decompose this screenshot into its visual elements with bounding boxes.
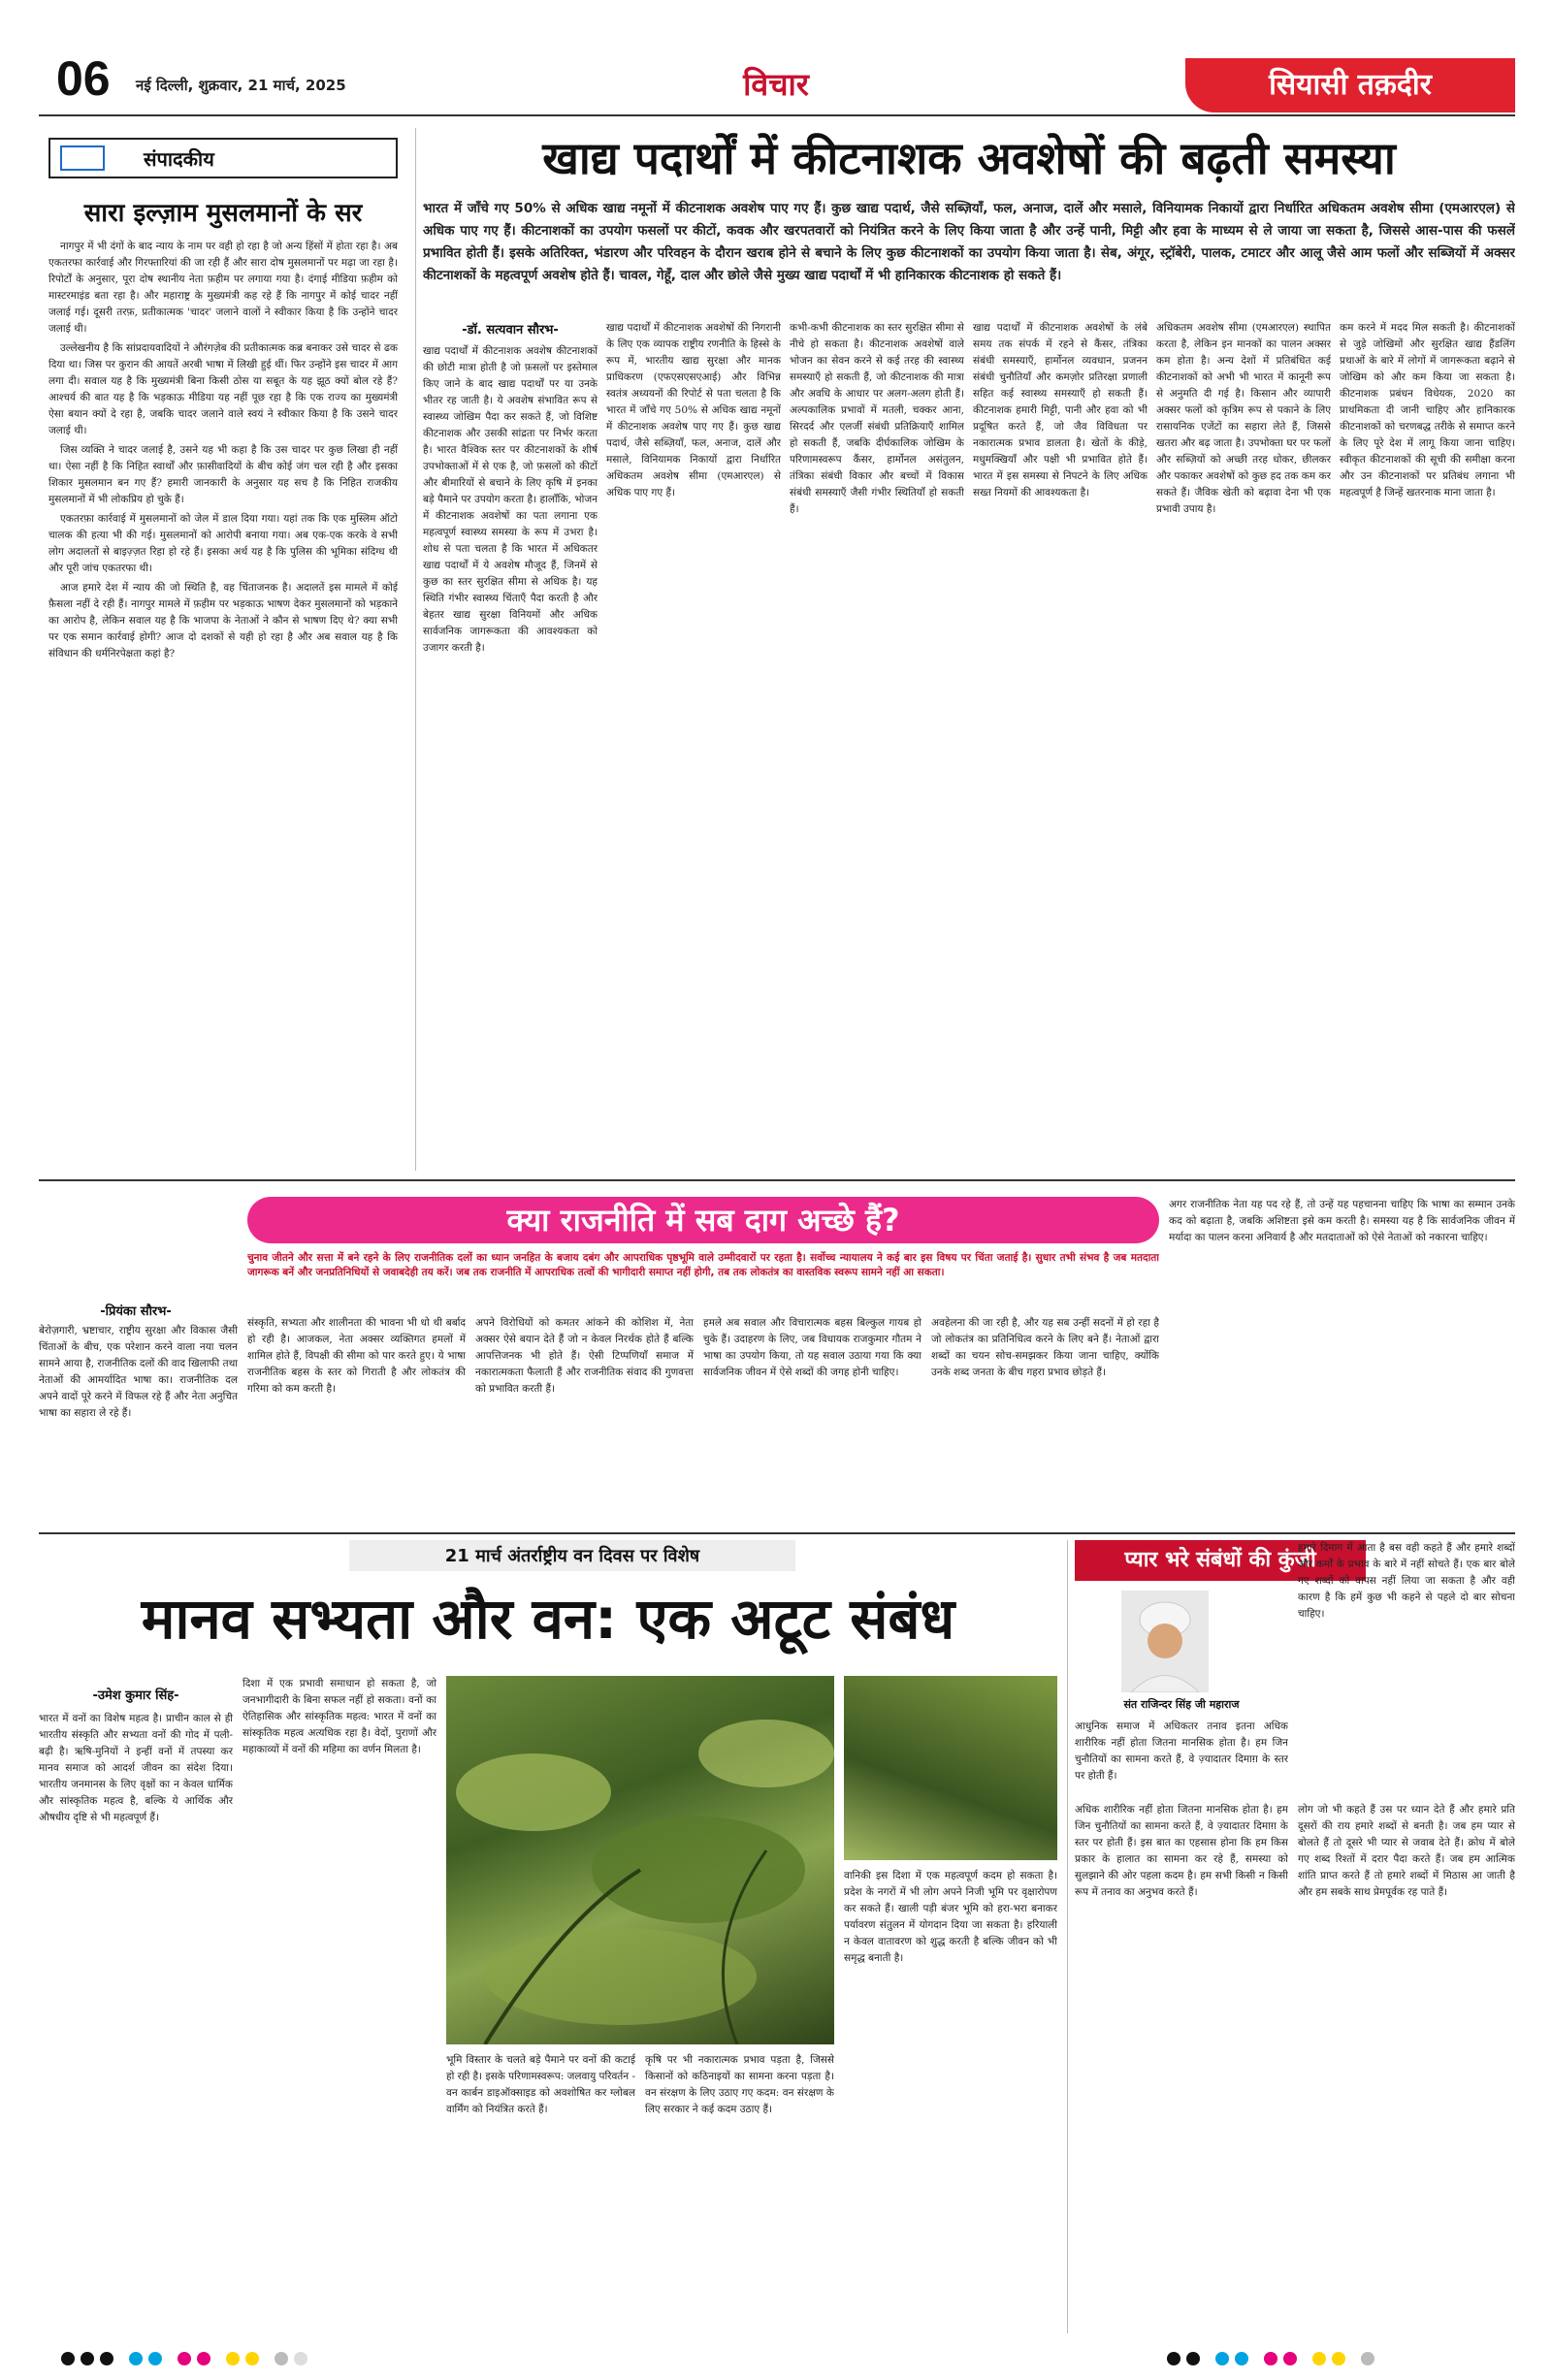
editorial-paragraph: उल्लेखनीय है कि सांप्रदायवादियों ने औरंगज़ेब की प्रतीकात्मक कब्र बनाकर उसे चादर से ढक दिया था। जिस पर कुरान की आयतें अरबी भाषा में लिखी हुई थीं। फिर उन्होंने इस चादर में आग लगा दी। सवाल यह है कि मुख्यमंत्री बिना किसी ठोस या सबूत के यह झूठ क्यों बोल रहे हैं? आश्चर्य की बात यह है कि भड़काऊ मीडिया यह नहीं पूछ रहा है कि एक राज्य का मुख्यमंत्री ऐसा बयान क्यों दे रहा है, जबकि चादर जलाने वाले स्वयं ने स्वीकार किया है कि उसने चादर जलाई थी। [48,342,398,436]
avatar [1121,1591,1209,1692]
forest-column: दिशा में एक प्रभावी समाधान हो सकता है, जो जनभागीदारी के बिना सफल नहीं हो सकता। वनों का ऐतिहासिक और सांस्कृतिक महत्व: भारत में वनों का सांस्कृतिक महत्व अत्यधिक रहा है। वेदों, पुराणों और महाकाव्यों में वनों की महिमा का वर्णन मिलता है। [242,1678,436,1755]
forest-article [39,1540,1057,2335]
column-divider [415,128,416,1171]
color-dots-left [58,2351,407,2366]
forest-column: भारत में वनों का विशेष महत्व है। प्राचीन काल से ही भारतीय संस्कृति और सभ्यता वनों की गोद में पली-बढ़ी है। ऋषि-मुनियों ने इन्हीं वनों में तपस्या कर मानव समाज को आदर्श जीवन का संदेश दिया। भारतीय जनमानस के लिए वृक्षों का न केवल धार्मिक और सांस्कृतिक महत्व है, बल्कि ये आर्थिक और औषधीय दृष्टि से भी महत्वपूर्ण हैं। [39,1713,233,1823]
forest-byline: -उमेश कुमार सिंह- [92,1689,179,1703]
editorial-paragraph: जिस व्यक्ति ने चादर जलाई है, उसने यह भी कहा है कि उस चादर पर कुछ लिखा ही नहीं था। ऐसा नहीं है कि निहित स्वार्थों और फ़ासीवादियों के बीच कोई जंग चल रही है और इसका शिकार मुसलमान बन गए हैं? हमारी जानकारी के अनुसार यह सच है कि निहित राजकीय मुसलमानों में भी लोकप्रिय हो चुके हैं। [48,444,398,505]
lead-column: खाद्य पदार्थों में कीटनाशक अवशेष कीटनाशकों की छोटी मात्रा होती है जो फ़सलों पर इस्तेमाल किए जाने के बाद खाद्य पदार्थों पर या उनके भीतर रह जाती है। ये अवशेष संभावित रूप से स्वास्थ्य जोखिम पैदा कर सकते हैं, जो विशिष्ट कीटनाशक और उसकी सांद्रता पर निर्भर करता है। भारत वैश्विक स्तर पर कीटनाशकों के शीर्ष उपभोक्ताओं में से एक है, जो फ़सलों को कीटों और बीमारियों से बचाने के लिए कृषि में इनका बड़े पैमाने पर उपयोग करता है। हालाँकि, भोजन में कीटनाशक अवशेषों का पता लगाना एक महत्वपूर्ण स्वास्थ्य समस्या के रूप में उभरा है। शोध से पता चलता है कि भारत में अधिकतर खाद्य पदार्थों में ये अवशेष मौजूद हैं, जिनमें से कुछ का स्तर सुरक्षित सीमा से अधिक है। यह स्थिति गंभीर स्वास्थ्य चिंताएँ पैदा करती है और बेहतर खाद्य सुरक्षा विनियमों और अधिक सार्वजनिक जागरूकता की आवश्यकता को उजागर करती है। [423,345,598,654]
politics-column: हमले अब सवाल और विचारात्मक बहस बिल्कुल गायब हो चुके हैं। उदाहरण के लिए, जब विधायक राजकुमार गौतम ने भाषा का उपयोग किया, तो यह सवाल उठाया गया कि क्या सार्वजनिक जीवन में ऐसे शब्दों की जगह होनी चाहिए। [703,1317,922,1378]
column-name: सियासी तक़दीर [1269,68,1432,102]
color-dots-right [1164,2351,1513,2366]
section-rule [39,1532,1515,1534]
lead-column: कभी-कभी कीटनाशक का स्तर सुरक्षित सीमा से नीचे हो सकता है। कीटनाशक अवशेषों वाले भोजन का सेवन करने से कई तरह की स्वास्थ्य समस्याएँ हो सकती हैं, जो कीटनाशक की मात्रा और अवधि के आधार पर अलग-अलग होती हैं। अल्पकालिक प्रभावों में मतली, चक्कर आना, सिरदर्द और एलर्जी संबंधी प्रतिक्रियाएँ शामिल हो सकती हैं, जबकि दीर्घकालिक जोखिम के परिणामस्वरूप कैंसर, हार्मोनल असंतुलन, तंत्रिका संबंधी विकार और बच्चों में विकास संबंधी समस्याएँ जैसी गंभीर स्थितियाँ हो सकती हैं। [790,322,964,515]
lead-intro: भारत में जाँचे गए 50% से अधिक खाद्य नमूनों में कीटनाशक अवशेष पाए गए हैं। कुछ खाद्य पदार्थ, जैसे सब्ज़ियाँ, फल, अनाज, दालें और मसाले, विनियामक निकायों द्वारा निर्धारित अधिकतम अवशेष सीमा (एमआरएल) से अधिक पाए गए हैं। कीटनाशकों का उपयोग फसलों पर कीटों, कवक और खरपतवारों को नियंत्रित करने के लिए किया जाता है और उन्हें पानी, मिट्टी और हवा के माध्यम से ले जाया जा सकता है, जिससे आस-पास की फसलें प्रभावित होती हैं। इसके अतिरिक्त, भंडारण और परिवहन के दौरान खराब होने से बचाने के लिए कुछ कीटनाशकों का उपयोग किया जाता है। सेब, अंगूर, स्ट्रॉबेरी, पालक, टमाटर और आलू जैसे आम फलों और सब्जियों में अक्सर कीटनाशकों के महत्वपूर्ण अवशेष होते हैं। चावल, गेहूँ, दाल और छोले जैसे मुख्य खाद्य पदार्थों में भी हानिकारक कीटनाशक हो सकते हैं। [423,201,1515,283]
foliage-illustration [446,1676,834,2044]
forest-kicker: 21 मार्च अंतर्राष्ट्रीय वन दिवस पर विशेष [349,1540,795,1571]
politics-column: बेरोज़गारी, भ्रष्टाचार, राष्ट्रीय सुरक्षा और विकास जैसी चिंताओं के बीच, एक परेशान करने वाला नया चलन सामने आया है, राजनीतिक दलों की वाद खिलाफी तथा नेताओं की आमर्यादित भाषा का। राजनीतिक दल अपने वादों पूरे करने में विफल रहे हैं और नेता अनुचित भाषा का सहारा ले रहे हैं। [39,1325,238,1419]
relations-column: लोग जो भी कहते हैं उस पर ध्यान देते हैं और हमारे प्रति दूसरों की राय हमारे शब्दों से बनती है। जब हम प्यार से बोलते हैं तो दूसरे भी प्यार से जवाब देते हैं। क्रोध में बोले गए शब्द रिश्तों में दरार पैदा करते हैं। जब हम आत्मिक शांति प्राप्त करते हैं तो हमारे शब्दों में मिठास आ जाती है और हम सबके साथ प्रेमपूर्वक रह पाते हैं। [1298,1804,1515,1898]
author-photo [1121,1591,1209,1692]
forest-photo-small [844,1676,1057,1860]
column-divider [1067,1540,1068,2333]
editorial [39,128,407,1175]
politics-column: संस्कृति, सभ्यता और शालीनता की भावना भी धो थी बर्बाद हो रही है। आजकल, नेता अक्सर व्यक्तिगत हमलों में शामिल होते हैं, विपक्षी की सीमा को पार करते हुए। ये भाषा राजनीतिक बहस के स्तर को गिराती है और लोकतंत्र की गरिमा को कम करती है। [247,1317,466,1395]
politics-column: अगर राजनीतिक नेता यह पद रहे हैं, तो उन्हें यह पहचानना चाहिए कि भाषा का सम्मान उनके कद को बढ़ाता है, जबकि अशिष्टता इसे कम करती है। समस्या यह है कि सार्वजनिक जीवन में मर्यादा का पालन करना अनिवार्य है और मतदाताओं को ऐसे नेताओं को नकारना चाहिए। [1169,1199,1515,1243]
editorial-headline: सारा इल्ज़ाम मुसलमानों के सर [83,199,363,228]
editorial-tag-box [48,138,398,178]
editorial-paragraph: नागपुर में भी दंगों के बाद न्याय के नाम पर वही हो रहा है जो अन्य हिंसों में होता रहा है। अब एकतरफा कार्रवाई और गिरफ्तारियां की जा रही हैं और सारा दोष मुसलमानों पर मढ़ा जा रहा है। रिपोर्टों के अनुसार, पूरा दोष स्थानीय नेता फ़हीम पर लगाया गया है। दंगाई मीडिया फ़हीम को मास्टरमाइंड बता रहा है। और महाराष्ट्र के मुख्यमंत्री कह रहे हैं कि नागपुर में कोई चादर नहीं जलाई गई। दूसरी तरफ़, प्रतीकात्मक 'चादर' जलाने वालों ने स्वीकार किया है कि उन्होंने चादर जलाई थी। [48,241,398,335]
editorial-tag: संपादकीय [144,147,214,171]
section-rule [39,1179,1515,1181]
lead-column: खाद्य पदार्थों में कीटनाशक अवशेषों के लंबे समय तक संपर्क में रहने से कैंसर, तंत्रिका संबंधी समस्याएँ, हार्मोनल व्यवधान, प्रजनन संबंधी चुनौतियाँ और कमज़ोर प्रतिरक्षा प्रणाली सहित कई स्वास्थ्य समस्याएँ हो सकती हैं। कीटनाशक हमारी मिट्टी, पानी और हवा को भी प्रदूषित करते हैं, जो जैव विविधता पर नकारात्मक प्रभाव डालता है। खेतों के कीड़े, मधुमक्खियाँ और पक्षी भी प्रभावित होते हैं। भारत में इस समस्या से निपटने के लिए अधिक सख्त नियमों की आवश्यकता है। [973,322,1148,499]
politics-byline: -प्रियंका सौरभ- [100,1304,172,1319]
lead-article [423,128,1515,1175]
politics-article [39,1189,1515,1528]
lead-byline: -डॉ. सत्यवान सौरभ- [462,323,559,338]
politics-summary: चुनाव जीतने और सत्ता में बने रहने के लिए राजनीतिक दलों का ध्यान जनहित के बजाय दबंग और आपराधिक पृष्ठभूमि वाले उम्मीदवारों पर रहता है। सर्वोच्च न्यायालय ने कई बार इस विषय पर चिंता जताई है। सुधार तभी संभव है जब मतदाता जागरूक बनें और जनप्रतिनिधियों से जवाबदेही तय करें। जब तक राजनीति में आपराधिक तत्वों की भागीदारी समाप्त नहीं होगी, तब तक लोकतंत्र का वास्तविक स्वरूप सामने नहीं आ सकता। [247,1252,1159,1278]
forest-photo [446,1676,834,2044]
dateline: नई दिल्ली, शुक्रवार, 21 मार्च, 2025 [136,77,346,94]
forest-column: वानिकी इस दिशा में एक महत्वपूर्ण कदम हो सकता है। प्रदेश के नगरों में भी लोग अपने निजी भूमि पर वृक्षारोपण कर सकते हैं। खाली पड़ी बंजर भूमि को हरा-भरा बनाकर पर्यावरण संतुलन में योगदान दिया जा सकता है। हरियाली न केवल वातावरण को शुद्ध करती है बल्कि जीवन को भी समृद्ध बनाती है। [844,1870,1057,1964]
lead-column: कम करने में मदद मिल सकती है। कीटनाशकों से जुड़े जोखिमों और सुरक्षित खाद्य हैंडलिंग प्रथाओं के बारे में लोगों में जागरूकता बढ़ाने से जोखिम को और कम किया जा सकता है। कीटनाशक प्रबंधन विधेयक, 2020 का प्राथमिकता दी जानी चाहिए और हानिकारक कीटनाशकों को चरणबद्ध तरीके से समाप्त करने के लिए पूरे देश में लागू किया जाना चाहिए। स्वीकृत कीटनाशकों की सूची की समीक्षा करना और उन कीटनाशकों पर प्रतिबंध लगाना भी महत्वपूर्ण है जिन्हें खतरनाक माना जाता है। [1340,322,1515,499]
masthead-rule [39,114,1515,116]
politics-column: अपने विरोधियों को कमतर आंकने की कोशिश में, नेता अक्सर ऐसे बयान देते हैं जो न केवल निरर्थक होते हैं बल्कि आपत्तिजनक भी होते हैं। ऐसी टिप्पणियाँ समाज में नकारात्मकता फैलाती हैं और राजनीतिक संवाद की गुणवत्ता को प्रभावित करती हैं। [475,1317,694,1395]
politics-column: अवहेलना की जा रही है, और यह सब उन्हीं सदनों में हो रहा है जो लोकतंत्र का प्रतिनिधित्व करने के लिए बने हैं। नेताओं द्वारा शब्दों का चयन सोच-समझकर किया जाना चाहिए, क्योंकि उनके शब्द जनता के बीच गहरा प्रभाव छोड़ते हैं। [931,1317,1159,1378]
forest-headline: मानव सभ्यता और वन: एक अटूट संबंध [141,1586,955,1652]
registration-marks [0,2345,1552,2374]
section-title: विचार [743,66,809,103]
editorial-paragraph: एकतरफ़ा कार्रवाई में मुसलमानों को जेल में डाल दिया गया। यहां तक कि एक मुस्लिम ऑटो चालक की हत्या भी की गई। मुसलमानों को आरोपी बनाया गया। अब एक-एक करके वे सभी लोग अदालतों से बाइज़्ज़त रिहा हो रहे हैं। इसका अर्थ यह है कि पुलिस की भूमिका संदिग्ध थी और पूरी जांच एकतरफा थी। [48,513,398,574]
forest-column: कृषि पर भी नकारात्मक प्रभाव पड़ता है, जिससे किसानों को कठिनाइयों का सामना करना पड़ता है। वन संरक्षण के लिए उठाए गए कदम: वन संरक्षण के लिए सरकार ने कई कदम उठाए हैं। [645,2054,834,2115]
editorial-body [48,239,398,1160]
lead-headline: खाद्य पदार्थों में कीटनाशक अवशेषों की बढ़ती समस्या [542,132,1396,184]
relations-column: हमारे दिमाग में आता है बस वही कहते हैं और हमारे शब्दों और कर्मों के प्रभाव के बारे में नहीं सोचते हैं। एक बार बोले गए शब्दों को वापस नहीं लिया जा सकता है और वही कारण है कि हमें कुछ भी कहने से पहले दो बार सोचना चाहिए। [1298,1542,1515,1620]
relations-article [1075,1540,1515,2335]
forest-column: भूमि विस्तार के चलते बड़े पैमाने पर वनों की कटाई हो रही है। इसके परिणामस्वरूप: जलवायु परिवर्तन - वन कार्बन डाइऑक्साइड को अवशोषित कर ग्लोबल वार्मिंग को नियंत्रित करते हैं। [446,2054,635,2115]
editorial-icon [60,145,105,171]
page-number: 06 [56,51,111,106]
politics-headline-band [247,1197,1159,1243]
lead-column: खाद्य पदार्थों में कीटनाशक अवशेषों की निगरानी के लिए एक व्यापक राष्ट्रीय रणनीति के हिस्से के रूप में, भारतीय खाद्य सुरक्षा और मानक प्राधिकरण (एफएसएसएआई) और विभिन्न स्वतंत्र अध्ययनों की रिपोर्ट से पता चलता है कि भारत में जाँचे गए 50% से अधिक खाद्य नमूनों में कीटनाशक अवशेष पाए गए हैं। कुछ खाद्य पदार्थ, जैसे सब्ज़ियाँ, फल, अनाज, दालें और मसाले, विनियामक निकायों द्वारा निर्धारित अधिकतम अवशेष सीमा (एमआरएल) से अधिक पाए गए हैं। [606,322,781,499]
masthead [0,0,1552,116]
relations-author: संत राजिन्दर सिंह जी महाराज [1123,1698,1240,1711]
politics-headline: क्या राजनीति में सब दाग अच्छे हैं? [506,1202,900,1238]
lead-column: अधिकतम अवशेष सीमा (एमआरएल) स्थापित करता है, लेकिन इन मानकों का पालन अक्सर कम होता है। अन्य देशों में प्रतिबंधित कई कीटनाशकों को अभी भी भारत में कानूनी रूप से अनुमति दी गई है। किसान और व्यापारी अक्सर फलों को कृत्रिम रूप से पकाने के लिए रासायनिक एजेंटों का सहारा लेते हैं, जिससे खतरा और बढ़ जाता है। उपभोक्ता घर पर फलों और सब्ज़ियों को अच्छी तरह धोकर, छीलकर और पकाकर अवशेषों को कुछ हद तक कम कर सकते हैं। जैविक खेती को बढ़ावा देना भी एक प्रभावी उपाय है। [1156,322,1331,515]
editorial-paragraph: आज हमारे देश में न्याय की जो स्थिति है, वह चिंताजनक है। अदालतें इस मामले में कोई फ़ैसला नहीं दे रही हैं। नागपुर मामले में फ़हीम पर भड़काऊ भाषण देकर मुसलमानों को भड़काने का आरोप है, लेकिन सवाल यह है कि भाजपा के नेताओं ने कौन से भाषण दिए थे? क्या सभी पर एक समान कार्रवाई होगी? आज दो दशकों से यही हो रहा है और अब सवाल यह है कि संविधान की धर्मनिरपेक्षता कहां है? [48,582,398,659]
relations-column: अधिक शारीरिक नहीं होता जितना मानसिक होता है। हम जिन चुनौतियों का सामना करते हैं, वे ज़्यादातर दिमाग़ के स्तर पर होती हैं। इस बात का एहसास होना कि हम किस प्रकार के हालात का सामना कर रहे हैं, समस्या को सुलझाने की ओर पहला कदम है। हम सभी किसी न किसी रूप में तनाव का अनुभव करते हैं। [1075,1804,1288,1898]
column-name-banner [1185,58,1515,113]
relations-title: प्यार भरे संबंधों की कुंजी [1124,1548,1316,1572]
relations-intro: आधुनिक समाज में अधिकतर तनाव इतना अधिक शारीरिक नहीं होता जितना मानसिक होता है। हम जिन चुनौतियों का सामना करते हैं, वे ज़्यादातर दिमाग़ के स्तर पर होती हैं। [1075,1721,1288,1782]
